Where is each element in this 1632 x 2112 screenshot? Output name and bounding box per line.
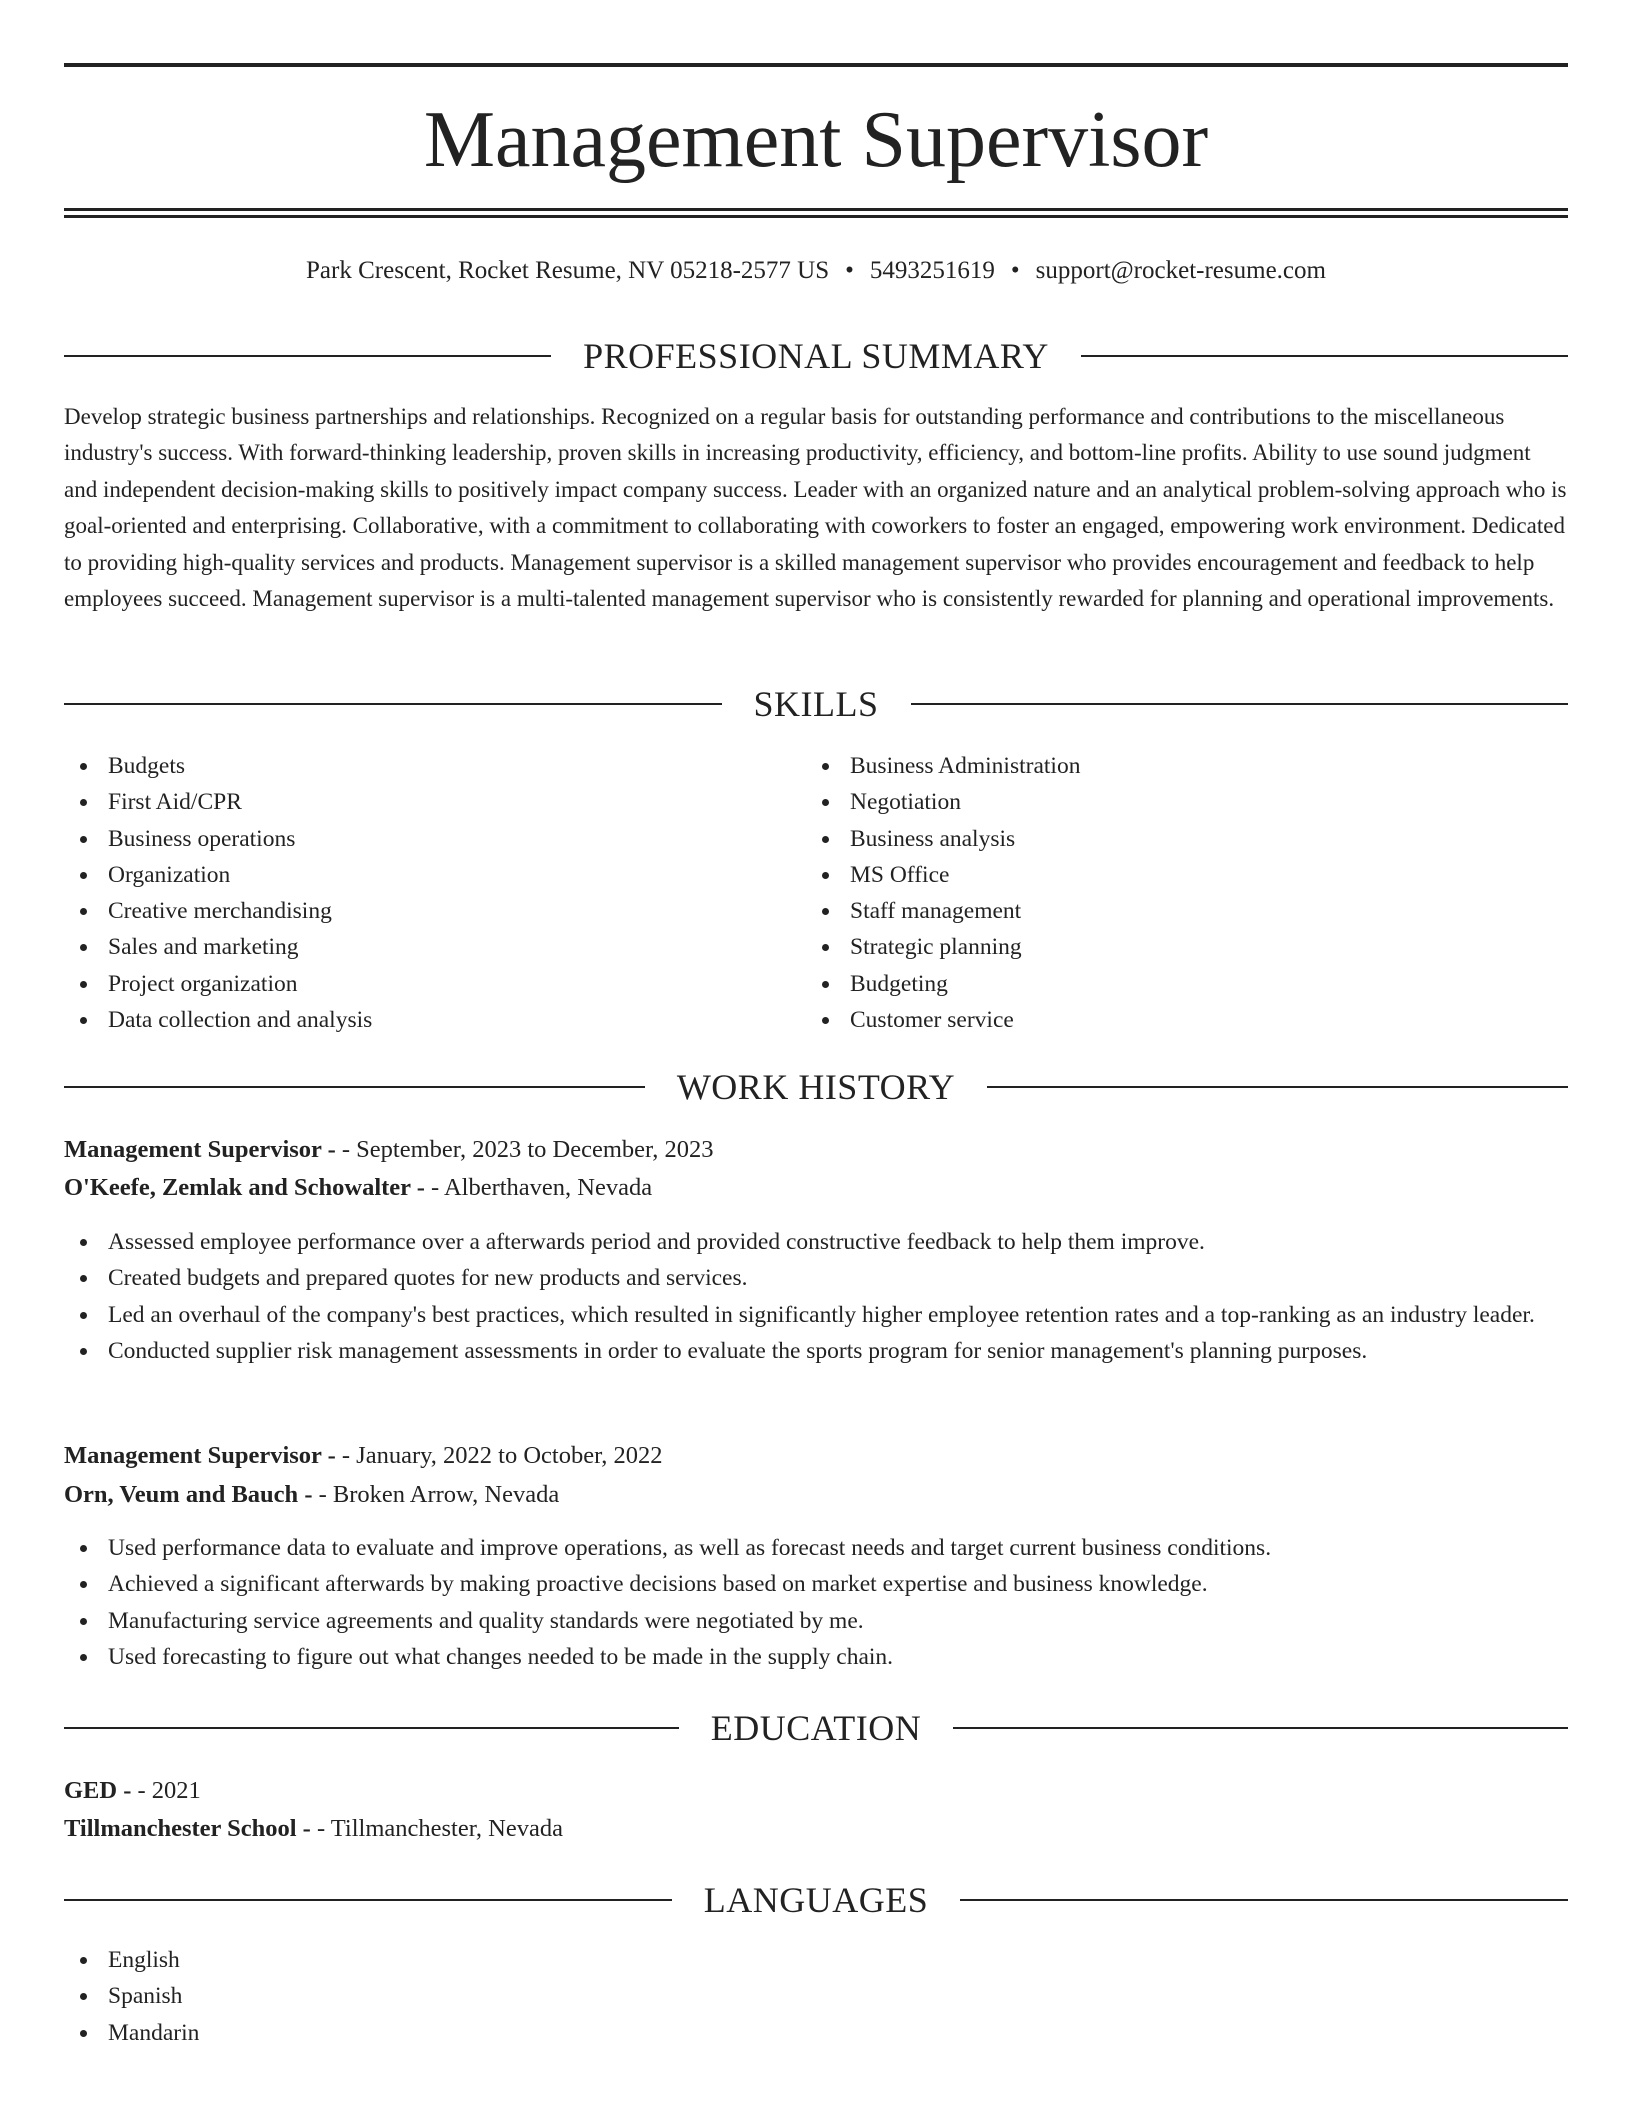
- job-role: Management Supervisor: [64, 1442, 322, 1469]
- language-item: Mandarin: [64, 2015, 764, 2051]
- heading-rule-right: [960, 1899, 1568, 1901]
- job-company: Orn, Veum and Bauch: [64, 1481, 299, 1508]
- heading-rule-right: [953, 1727, 1568, 1729]
- contact-email: support@rocket-resume.com: [1035, 257, 1326, 284]
- header-double-rule-lower: [64, 215, 1568, 218]
- skill-item: Business Administration: [806, 748, 1526, 784]
- education-location: - Tillmanchester, Nevada: [310, 1815, 563, 1842]
- section-heading-work-history: [64, 1065, 1568, 1109]
- job-role: Management Supervisor: [64, 1136, 322, 1163]
- job-dates: - September, 2023 to December, 2023: [335, 1136, 714, 1163]
- skill-item: Budgeting: [806, 966, 1526, 1002]
- skill-item: Budgets: [64, 748, 784, 784]
- header-double-rule-upper: [64, 208, 1568, 211]
- skill-item: Business analysis: [806, 821, 1526, 857]
- job-bullet: Conducted supplier risk management assessments in order to evaluate the sports program for senior management's planning purposes.: [64, 1333, 1568, 1369]
- skill-item: Staff management: [806, 893, 1526, 929]
- skill-item: Business operations: [64, 821, 784, 857]
- skill-item: Customer service: [806, 1002, 1526, 1038]
- section-heading-languages: [64, 1878, 1568, 1922]
- job-location: - Broken Arrow, Nevada: [312, 1481, 560, 1508]
- section-title: EDUCATION: [710, 1708, 922, 1748]
- skill-item: Strategic planning: [806, 929, 1526, 965]
- heading-rule-left: [64, 1727, 679, 1729]
- job-bullet: Used performance data to evaluate and improve operations, as well as forecast needs and target current business conditions.: [64, 1530, 1568, 1566]
- education-school-line: Tillmanchester School - - Tillmanchester, Nevada: [64, 1815, 563, 1842]
- job-bullet: Led an overhaul of the company's best practices, which resulted in significantly higher employee retention rates and a top-ranking as an industry leader.: [64, 1297, 1568, 1333]
- job-company-line: O'Keefe, Zemlak and Schowalter - - Alberthaven, Nevada: [64, 1174, 653, 1201]
- skill-item: First Aid/CPR: [64, 784, 784, 820]
- heading-rule-left: [64, 1899, 672, 1901]
- skill-item: MS Office: [806, 857, 1526, 893]
- language-item: English: [64, 1942, 764, 1978]
- education-degree: GED: [64, 1777, 118, 1804]
- contact-phone: 5493251619: [869, 257, 995, 284]
- section-title: LANGUAGES: [703, 1880, 929, 1920]
- heading-rule-left: [64, 355, 551, 357]
- education-degree-line: GED - - 2021: [64, 1777, 201, 1804]
- contact-separator: •: [845, 257, 854, 284]
- languages-list: [64, 1942, 764, 2051]
- skills-column-left: [64, 748, 784, 1038]
- candidate-name: Management Supervisor: [423, 96, 1209, 184]
- contact-separator: •: [1010, 257, 1020, 284]
- job-bullets: [64, 1530, 1568, 1675]
- section-title: SKILLS: [753, 684, 879, 724]
- contact-address: Park Crescent, Rocket Resume, NV 05218-2577 US: [306, 257, 830, 284]
- heading-rule-right: [1081, 355, 1568, 357]
- section-heading-summary: [64, 334, 1568, 378]
- job-bullets: [64, 1224, 1568, 1369]
- job-bullet: Achieved a significant afterwards by making proactive decisions based on market expertise and business knowledge.: [64, 1566, 1568, 1602]
- header-top-rule: [64, 63, 1568, 67]
- heading-rule-right: [911, 703, 1569, 705]
- skill-item: Organization: [64, 857, 784, 893]
- job-company: O'Keefe, Zemlak and Schowalter: [64, 1174, 411, 1201]
- heading-rule-right: [987, 1086, 1568, 1088]
- skills-column-right: [806, 748, 1526, 1038]
- skill-item: Negotiation: [806, 784, 1526, 820]
- education-school: Tillmanchester School: [64, 1815, 297, 1842]
- education-year: - 2021: [131, 1777, 201, 1804]
- summary-text: Develop strategic business partnerships and relationships. Recognized on a regular basis for outstanding performance and contributions to the miscellaneous industry's success. With forward-thinking leadership, proven skills in increasing productivity, efficiency, and bottom-line profits. Ability to use sound judgment and independent decision-making skills to positively impact company success. Leader with an organized nature and an analytical problem-solving approach who is goal-oriented and enterprising. Collaborative, with a commitment to collaborating with coworkers to foster an engaged, empowering work environment. Dedicated to providing high-quality services and products. Management supervisor is a skilled management supervisor who provides encouragement and feedback to help employees succeed. Management supervisor is a multi-talented management supervisor who is consistently rewarded for planning and operational improvements.: [64, 404, 1567, 612]
- job-bullet: Assessed employee performance over a afterwards period and provided constructive feedback to help them improve.: [64, 1224, 1568, 1260]
- job-bullet: Manufacturing service agreements and quality standards were negotiated by me.: [64, 1603, 1568, 1639]
- section-title: WORK HISTORY: [676, 1067, 956, 1107]
- skill-item: Project organization: [64, 966, 784, 1002]
- language-item: Spanish: [64, 1978, 764, 2014]
- skill-item: Data collection and analysis: [64, 1002, 784, 1038]
- contact-line: [64, 254, 1568, 288]
- job-title-line: Management Supervisor - - September, 2023 to December, 2023: [64, 1136, 714, 1163]
- job-dates: - January, 2022 to October, 2022: [335, 1442, 663, 1469]
- skill-item: Creative merchandising: [64, 893, 784, 929]
- heading-rule-left: [64, 1086, 645, 1088]
- job-bullet: Created budgets and prepared quotes for new products and services.: [64, 1260, 1568, 1296]
- job-bullet: Used forecasting to figure out what changes needed to be made in the supply chain.: [64, 1639, 1568, 1675]
- heading-rule-left: [64, 703, 722, 705]
- job-title-line: Management Supervisor - - January, 2022 to October, 2022: [64, 1442, 663, 1469]
- job-location: - Alberthaven, Nevada: [424, 1174, 653, 1201]
- section-heading-education: [64, 1706, 1568, 1750]
- section-title: PROFESSIONAL SUMMARY: [583, 336, 1049, 376]
- job-company-line: Orn, Veum and Bauch - - Broken Arrow, Nevada: [64, 1481, 560, 1508]
- skill-item: Sales and marketing: [64, 929, 784, 965]
- section-heading-skills: [64, 682, 1568, 726]
